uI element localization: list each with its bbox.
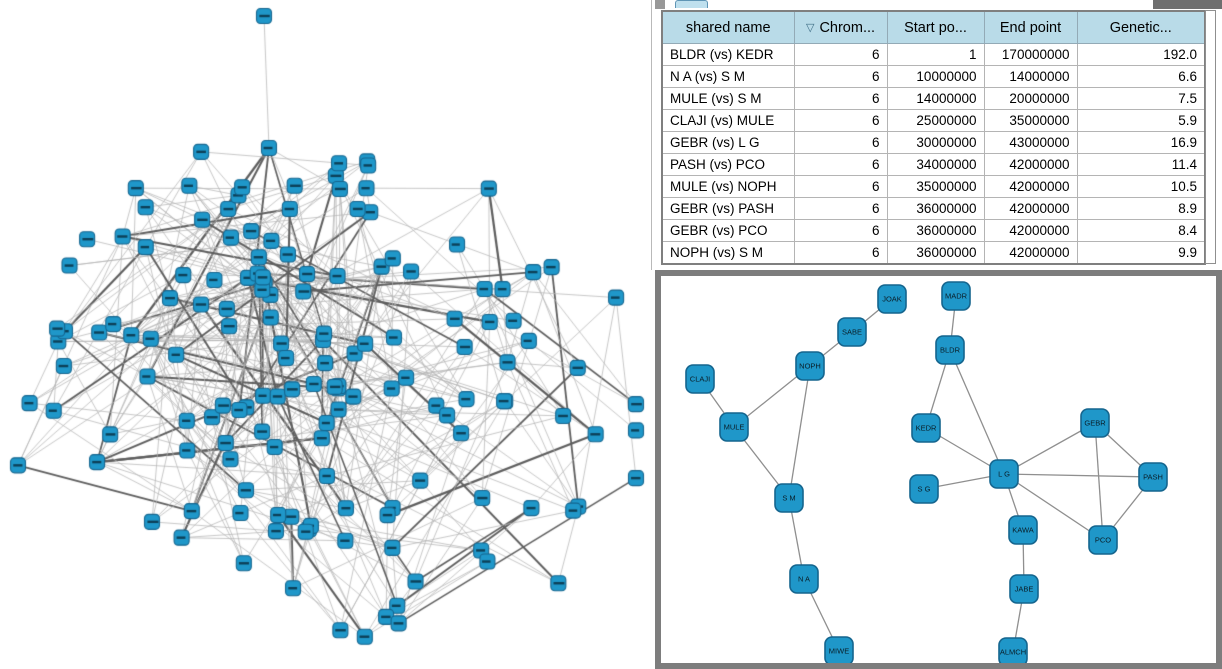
table-cell: 6 — [794, 66, 887, 88]
filter-sort-icon[interactable]: ▽ — [805, 21, 815, 34]
graph-node-miwe[interactable] — [825, 637, 853, 663]
table-row[interactable] — [662, 132, 1205, 154]
table-row[interactable] — [662, 242, 1205, 265]
graph-node-label: JOAK — [882, 294, 902, 304]
graph-node-mule[interactable] — [720, 413, 748, 441]
table-cell: 42000000 — [984, 242, 1077, 265]
table-row[interactable] — [662, 154, 1205, 176]
graph-node-label: S M — [782, 493, 796, 503]
table-cell: 14000000 — [984, 66, 1077, 88]
table-toolbar-strip — [655, 0, 1222, 9]
table-cell: 6 — [794, 44, 887, 66]
graph-node-madr[interactable] — [942, 282, 970, 310]
network-detail-panel — [655, 270, 1222, 669]
graph-node-noph[interactable] — [796, 352, 824, 380]
graph-node-l-g[interactable] — [990, 460, 1018, 488]
table-cell: CLAJI (vs) MULE — [662, 110, 794, 132]
table-cell: 170000000 — [984, 44, 1077, 66]
table-cell: PASH (vs) PCO — [662, 154, 794, 176]
graph-node-label: JABE — [1014, 584, 1034, 594]
table-cell: GEBR (vs) PCO — [662, 220, 794, 242]
table-row[interactable] — [662, 176, 1205, 198]
table-cell: 10000000 — [887, 66, 984, 88]
table-cell: 11.4 — [1077, 154, 1205, 176]
table-cell: 36000000 — [887, 242, 984, 265]
graph-node-label: KAWA — [1012, 525, 1034, 535]
table-cell: 36000000 — [887, 220, 984, 242]
table-cell: 1 — [887, 44, 984, 66]
table-cell: 6 — [794, 242, 887, 265]
table-cell: 42000000 — [984, 220, 1077, 242]
detail-network-view[interactable] — [661, 276, 1216, 663]
graph-node-kawa[interactable] — [1009, 516, 1037, 544]
table-cell: 10.5 — [1077, 176, 1205, 198]
graph-node-claji[interactable] — [686, 365, 714, 393]
graph-edge — [789, 366, 810, 498]
table-cell: 36000000 — [887, 198, 984, 220]
column-header-start-po---[interactable]: Start po... — [887, 11, 984, 44]
table-cell: 6.6 — [1077, 66, 1205, 88]
graph-node-joak[interactable] — [878, 285, 906, 313]
graph-node-label: CLAJI — [689, 374, 711, 384]
graph-node-label: L G — [998, 469, 1010, 479]
graph-edge — [950, 350, 1004, 474]
table-cell: BLDR (vs) KEDR — [662, 44, 794, 66]
graph-edge — [1004, 474, 1153, 477]
table-cell: 42000000 — [984, 154, 1077, 176]
table-cell: 6 — [794, 132, 887, 154]
table-cell: 6 — [794, 110, 887, 132]
table-cell: 43000000 — [984, 132, 1077, 154]
column-header-end-point[interactable]: End point — [984, 11, 1077, 44]
column-header-chrom---[interactable]: ▽ Chrom... — [794, 11, 887, 44]
table-cell: 42000000 — [984, 176, 1077, 198]
graph-node-label: PASH — [1143, 472, 1163, 482]
table-cell: GEBR (vs) L G — [662, 132, 794, 154]
table-cell: MULE (vs) S M — [662, 88, 794, 110]
graph-node-label: SABE — [841, 327, 863, 337]
table-row[interactable] — [662, 198, 1205, 220]
edge-table-panel — [655, 0, 1222, 270]
table-cell: 5.9 — [1077, 110, 1205, 132]
table-cell: 30000000 — [887, 132, 984, 154]
graph-node-label: MULE — [723, 422, 745, 432]
table-cell: 35000000 — [887, 176, 984, 198]
table-cell: 20000000 — [984, 88, 1077, 110]
table-cell: 34000000 — [887, 154, 984, 176]
table-cell: 7.5 — [1077, 88, 1205, 110]
table-cell: 6 — [794, 176, 887, 198]
graph-node-pco[interactable] — [1089, 526, 1117, 554]
graph-node-label: S G — [917, 484, 931, 494]
edge-table-body — [662, 44, 1205, 265]
graph-node-label: ALMCH — [999, 647, 1027, 657]
graph-node-sabe[interactable] — [838, 318, 866, 346]
graph-node-label: KEDR — [915, 423, 937, 433]
graph-node-label: MIWE — [828, 646, 850, 656]
graph-node-pash[interactable] — [1139, 463, 1167, 491]
toolbar-strip-dark — [1153, 0, 1222, 9]
table-cell: 6 — [794, 88, 887, 110]
graph-node-s-m[interactable] — [775, 484, 803, 512]
table-cell: 35000000 — [984, 110, 1077, 132]
graph-node-bldr[interactable] — [936, 336, 964, 364]
table-row[interactable] — [662, 220, 1205, 242]
toolbar-tab[interactable] — [675, 0, 708, 8]
graph-node-label: MADR — [944, 291, 968, 301]
edge-attribute-table — [661, 10, 1206, 265]
graph-node-jabe[interactable] — [1010, 575, 1038, 603]
graph-node-label: NOPH — [799, 361, 821, 371]
graph-node-gebr[interactable] — [1081, 409, 1109, 437]
toolbar-strip-light — [665, 0, 1153, 9]
table-cell: GEBR (vs) PASH — [662, 198, 794, 220]
table-cell: N A (vs) S M — [662, 66, 794, 88]
graph-node-s-g[interactable] — [910, 475, 938, 503]
table-vertical-scrollbar[interactable] — [1205, 10, 1216, 264]
table-cell: 192.0 — [1077, 44, 1205, 66]
graph-node-n-a[interactable] — [790, 565, 818, 593]
table-cell: 6 — [794, 220, 887, 242]
graph-node-label: N A — [797, 574, 811, 584]
table-row[interactable] — [662, 66, 1205, 88]
table-row[interactable] — [662, 110, 1205, 132]
table-cell: 8.9 — [1077, 198, 1205, 220]
table-cell: 14000000 — [887, 88, 984, 110]
table-cell: NOPH (vs) S M — [662, 242, 794, 265]
graph-node-label: GEBR — [1084, 418, 1106, 428]
table-cell: 8.4 — [1077, 220, 1205, 242]
table-cell: 6 — [794, 154, 887, 176]
table-cell: 6 — [794, 198, 887, 220]
column-header-genetic---[interactable]: Genetic... — [1077, 11, 1205, 44]
table-cell: MULE (vs) NOPH — [662, 176, 794, 198]
column-header-shared-name[interactable]: shared name — [662, 11, 794, 44]
panel-splitter[interactable] — [651, 0, 652, 270]
table-row[interactable] — [662, 44, 1205, 66]
graph-node-label: PCO — [1094, 535, 1112, 545]
graph-edge — [1095, 423, 1103, 540]
graph-node-label: BLDR — [939, 345, 961, 355]
graph-node-kedr[interactable] — [912, 414, 940, 442]
graph-node-almch[interactable] — [999, 638, 1027, 663]
table-cell: 9.9 — [1077, 242, 1205, 265]
table-cell: 42000000 — [984, 198, 1077, 220]
table-cell: 25000000 — [887, 110, 984, 132]
table-row[interactable] — [662, 88, 1205, 110]
table-cell: 16.9 — [1077, 132, 1205, 154]
edge-table-header-row — [662, 11, 1205, 44]
